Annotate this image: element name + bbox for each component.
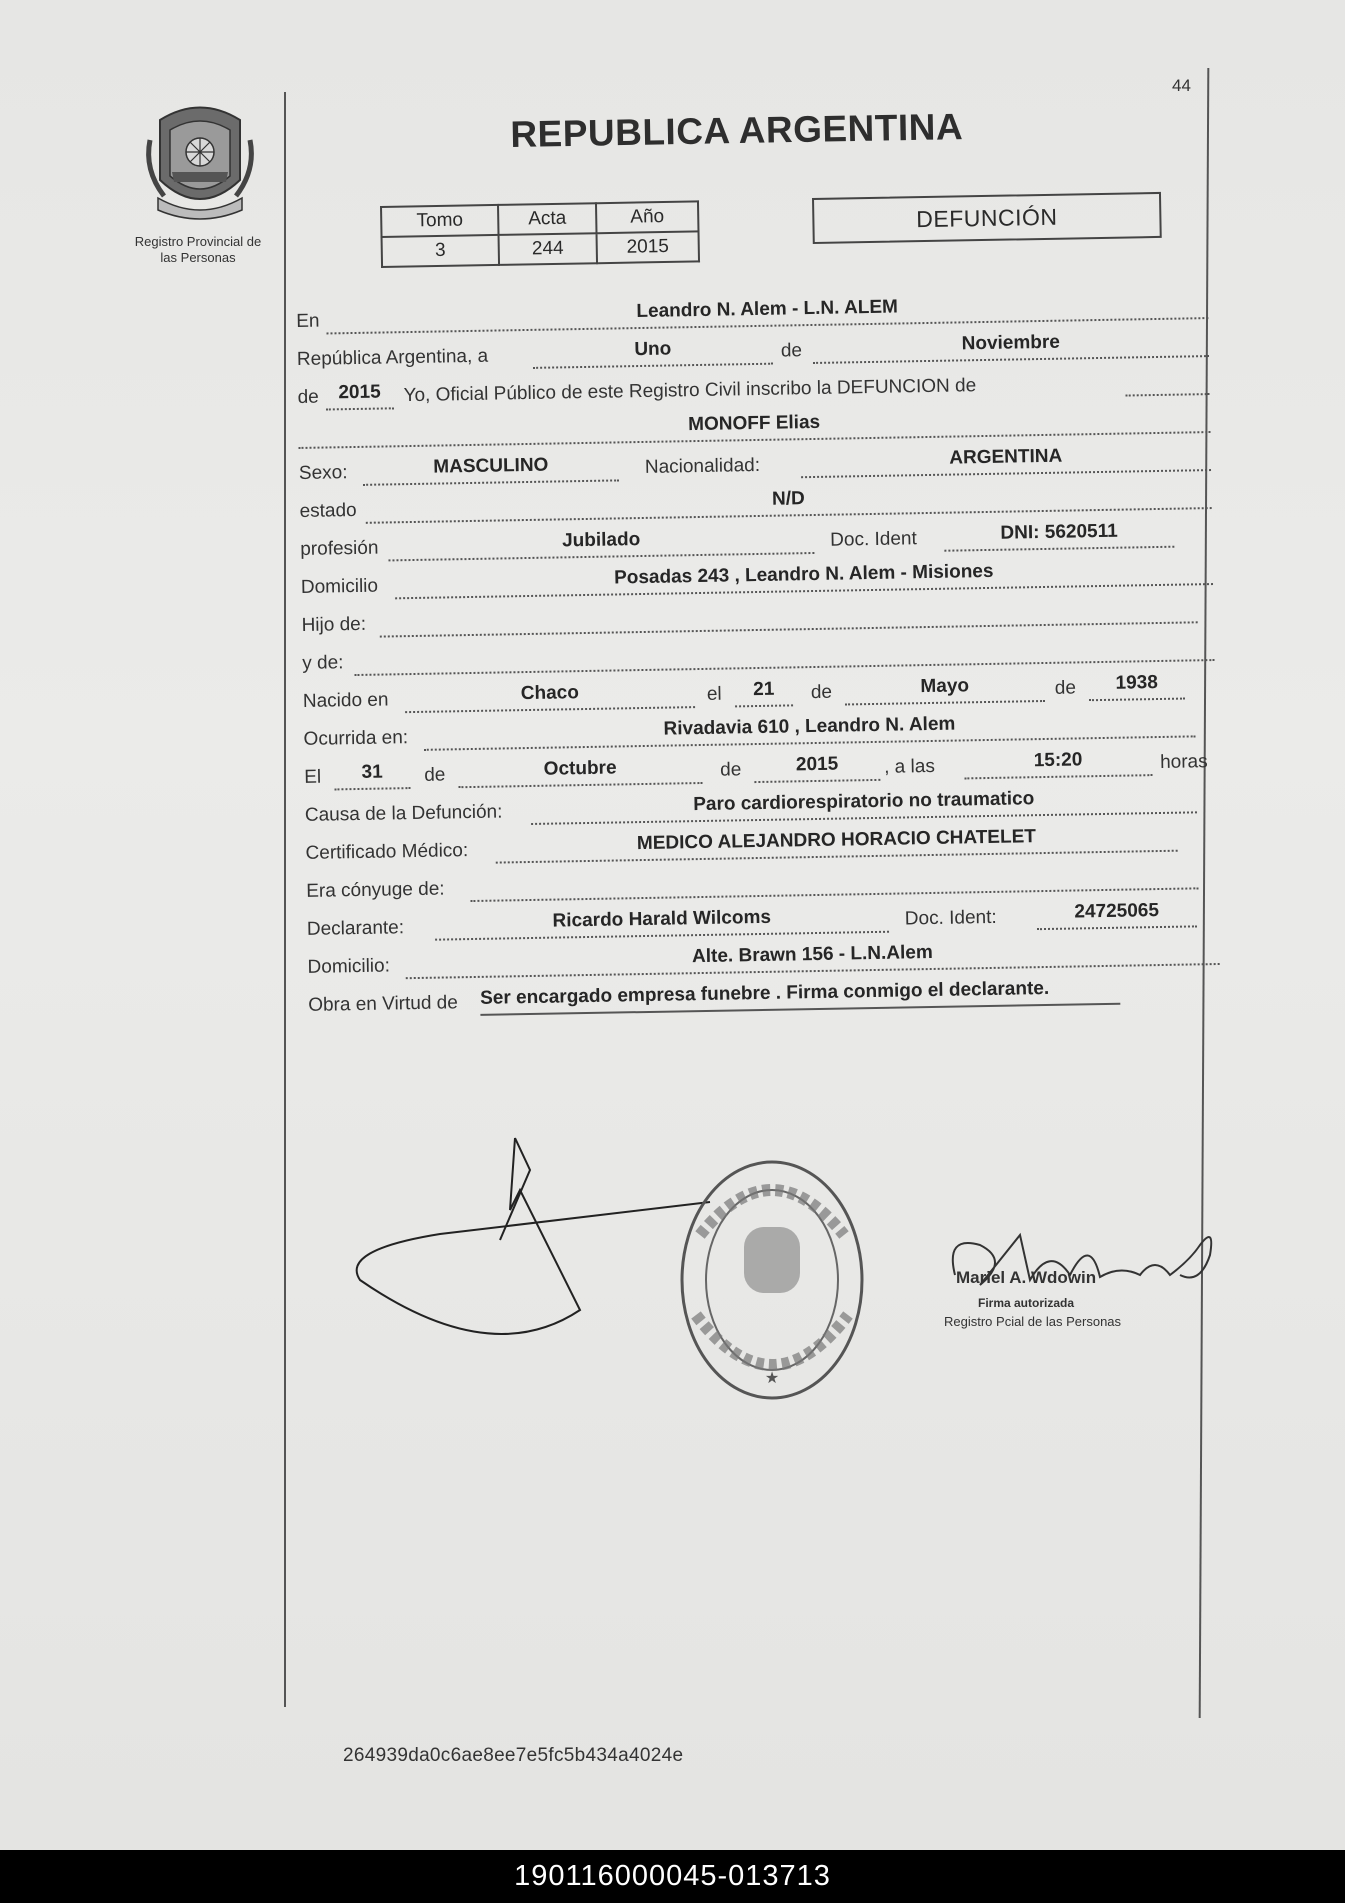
republica-label: República Argentina, a (296, 345, 489, 370)
fecha-de-label: de (424, 764, 446, 786)
nacido-anio-field (1088, 668, 1185, 702)
nacido-anio-value: 1938 (1115, 672, 1159, 694)
causa-field (531, 781, 1197, 825)
domicilio2-value: Alte. Brawn 156 - L.N.Alem (691, 941, 933, 968)
declarante-doc-label: Doc. Ident: (904, 906, 997, 930)
fecha-el-label: El (304, 766, 322, 788)
causa-value: Paro cardiorespiratorio no traumatico (693, 788, 1035, 816)
fecha-hora-field (964, 744, 1153, 779)
anio-header: Año (596, 201, 699, 233)
official-name: Mariel A. Wdowin (956, 1268, 1097, 1287)
nacido-lugar-field (405, 676, 696, 713)
declarante-field (435, 901, 889, 941)
declarante-doc-value: 24725065 (1074, 900, 1160, 923)
fecha-mes-field (458, 752, 703, 788)
document-hash: 264939da0c6ae8ee7e5fc5b434a4024e (343, 1745, 684, 1766)
domicilio-label: Domicilio (300, 575, 379, 598)
logo-caption-line2: las Personas (160, 250, 236, 265)
profesion-label: profesión (300, 537, 379, 560)
nombre-value: MONOFF Elias (687, 411, 821, 436)
row-obra (308, 973, 1220, 1019)
declarante-value: Ricardo Harald Wilcoms (552, 906, 772, 932)
nacionalidad-value: ARGENTINA (949, 445, 1063, 469)
dia-registro-value: Uno (634, 338, 672, 361)
logo-caption (118, 234, 278, 266)
certificado-label: Certificado Médico: (305, 840, 469, 864)
nacido-dia-value: 21 (753, 678, 775, 701)
inscribo-tail-field (1125, 363, 1210, 396)
anio-value: 2015 (597, 231, 700, 263)
estado-label: estado (299, 499, 357, 522)
mes-registro-field (813, 325, 1209, 364)
nacido-de-label: de (810, 681, 833, 704)
document-title: REPUBLICA ARGENTINA (510, 106, 964, 155)
death-record-form (296, 289, 1208, 1016)
nacido-el-label: el (706, 683, 722, 705)
conyuge-value (470, 883, 1198, 896)
declarante-doc-field (1036, 895, 1197, 930)
y-de-field (354, 629, 1214, 676)
profesion-field (388, 522, 814, 561)
nacido-mes-value: Mayo (920, 675, 970, 698)
certificado-field (495, 820, 1177, 864)
declarant-signature (350, 1130, 720, 1350)
anio-registro-value: 2015 (338, 381, 381, 404)
sexo-value: MASCULINO (433, 454, 549, 478)
fecha-alas-label: , a las (883, 755, 936, 778)
ocurrida-field (423, 705, 1195, 750)
ocurrida-value: Rivadavia 610 , Leandro N. Alem (663, 713, 956, 740)
nacido-mes-field (845, 670, 1046, 705)
causa-label: Causa de la Defunción: (304, 801, 503, 826)
doc-ident-field (944, 516, 1175, 552)
fecha-horas-label: horas (1159, 751, 1208, 773)
nacionalidad-field (801, 439, 1211, 478)
acta-header: Acta (498, 203, 597, 235)
conyuge-field (470, 857, 1198, 902)
profesion-value: Jubilado (561, 529, 641, 552)
fecha-anio-value: 2015 (795, 753, 839, 776)
nacido-de2-label: de (1054, 677, 1077, 699)
row-republica (297, 327, 1209, 373)
domicilio-value: Posadas 243 , Leandro N. Alem - Misiones (613, 560, 994, 589)
obra-field (480, 973, 1120, 1016)
conyuge-label: Era cónyuge de: (306, 878, 445, 902)
obra-label: Obra en Virtud de (308, 992, 459, 1016)
fecha-dia-value: 31 (361, 761, 383, 783)
fecha-hora-value: 15:20 (1033, 749, 1083, 772)
registry-table (380, 200, 700, 268)
act-type-box: DEFUNCIÓN (812, 192, 1162, 244)
provincial-coat-of-arms-logo (140, 100, 260, 225)
fecha-anio-field (754, 749, 881, 783)
sexo-field (363, 449, 620, 485)
logo-caption-line1: Registro Provincial de (134, 234, 262, 249)
official-org: Registro Pcial de las Personas (944, 1314, 1122, 1329)
anio-label: de (297, 386, 319, 408)
anio-registro-field (325, 377, 394, 410)
doc-ident-label: Doc. Ident (830, 528, 917, 551)
estado-value: N/D (771, 488, 805, 510)
nacido-dia-field (735, 674, 794, 707)
official-role: Firma autorizada (978, 1296, 1075, 1310)
declarante-label: Declarante: (306, 917, 405, 940)
ocurrida-label: Ocurrida en: (303, 727, 409, 750)
inscribo-text: Yo, Oficial Público de este Registro Civil inscribo la DEFUNCION de (403, 375, 977, 407)
official-registry-seal (672, 1155, 872, 1405)
tomo-value: 3 (382, 235, 500, 267)
page-number: 44 (1172, 76, 1191, 95)
en-label: En (296, 310, 320, 332)
fecha-de2-label: de (719, 759, 742, 781)
de-mes-label: de (780, 340, 803, 362)
certificado-value: MEDICO ALEJANDRO HORACIO CHATELET (636, 826, 1037, 855)
tomo-header: Tomo (381, 205, 499, 237)
en-value: Leandro N. Alem - L.N. ALEM (636, 296, 899, 323)
domicilio2-label: Domicilio: (307, 955, 391, 978)
acta-value: 244 (499, 233, 598, 265)
obra-value: Ser encargado empresa funebre . Firma conmigo el declarante. (479, 977, 1050, 1009)
y-de-label: y de: (302, 652, 344, 674)
svg-text:★: ★ (764, 1368, 780, 1387)
dia-registro-field (533, 333, 774, 369)
registry-value-row (382, 231, 699, 267)
row-y-de (302, 631, 1214, 677)
sexo-label: Sexo: (298, 462, 348, 484)
mes-registro-value: Noviembre (961, 331, 1061, 355)
nacionalidad-label: Nacionalidad: (644, 454, 761, 478)
hijo-de-label: Hijo de: (301, 613, 367, 636)
y-de-value (354, 655, 1214, 670)
fecha-dia-field (334, 757, 411, 790)
nacido-label: Nacido en (302, 689, 389, 712)
footer-code: 190116000045-013713 (514, 1860, 831, 1892)
footer-code-bar (0, 1850, 1345, 1903)
doc-ident-value: DNI: 5620511 (1000, 520, 1118, 544)
left-margin-line (284, 92, 286, 1707)
hijo-de-value (380, 617, 1198, 631)
fecha-mes-value: Octubre (543, 757, 617, 780)
nacido-lugar-value: Chaco (520, 682, 580, 705)
